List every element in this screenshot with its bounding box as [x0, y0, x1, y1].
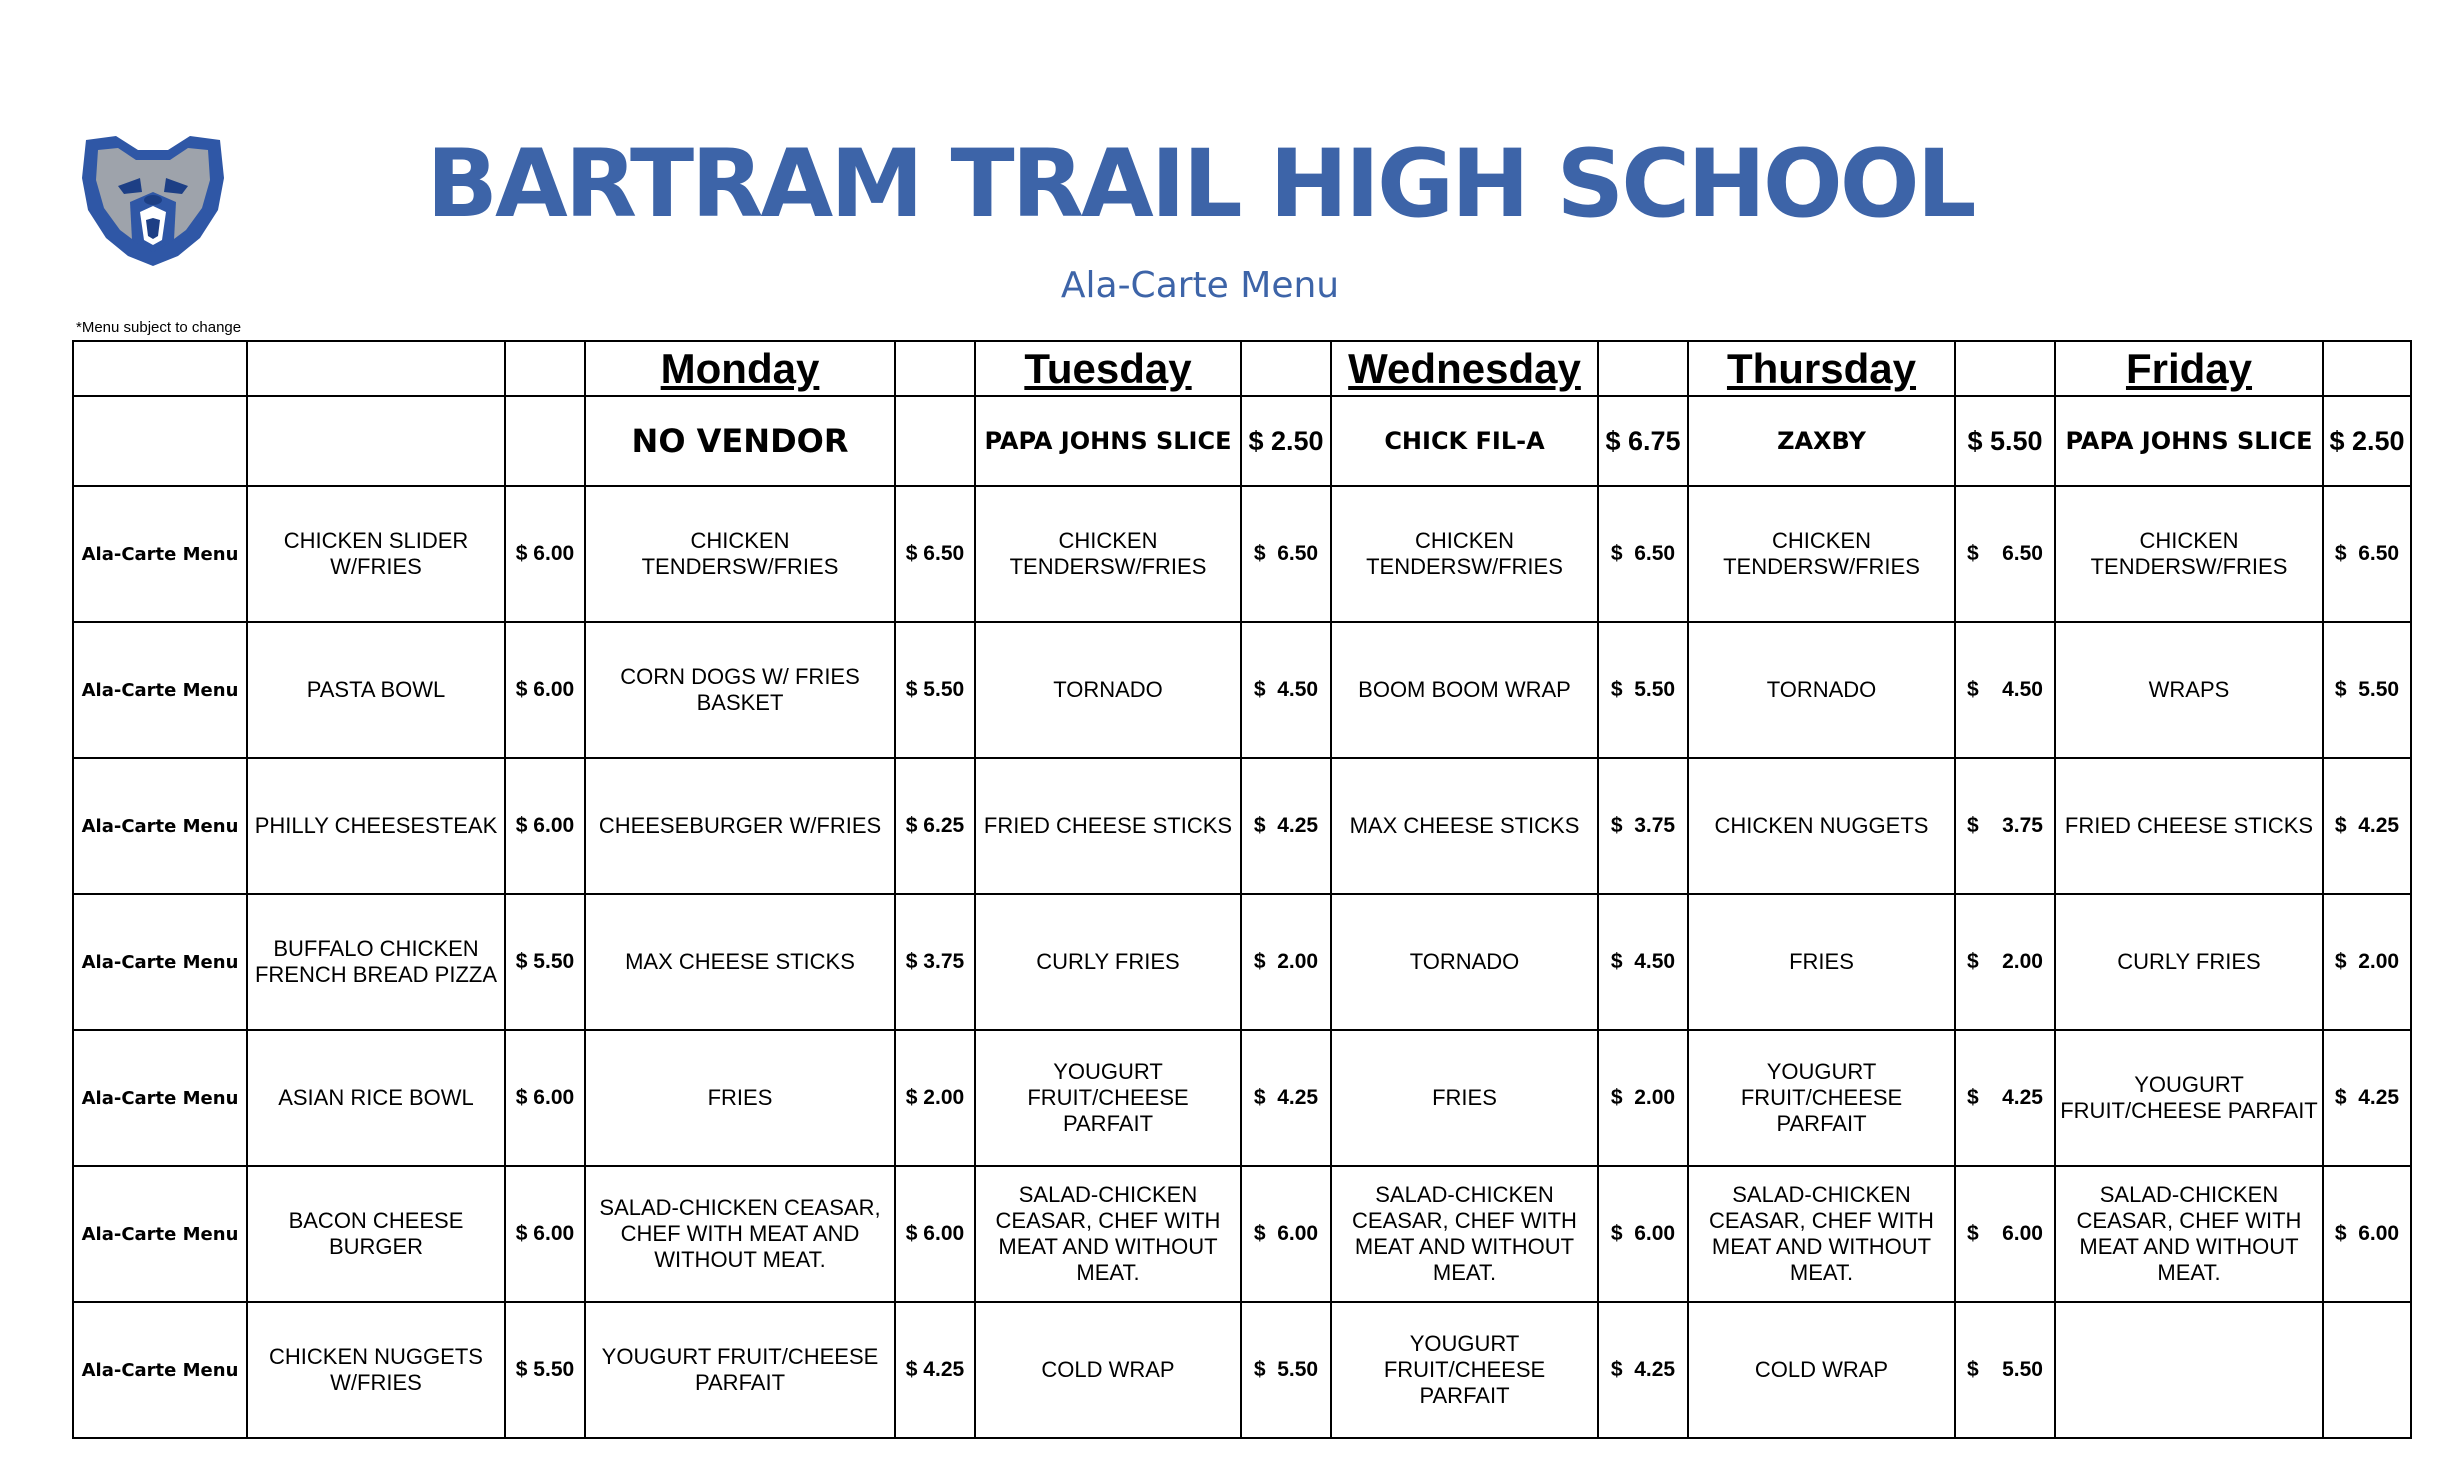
menu-price: $ 4.25	[895, 1302, 975, 1438]
menu-price: $ 6.00	[2323, 1166, 2411, 1302]
row-label: Ala-Carte Menu	[73, 894, 247, 1030]
menu-price: $ 4.50	[1598, 894, 1688, 1030]
row-label: Ala-Carte Menu	[73, 1030, 247, 1166]
special-item: CHICKEN NUGGETS W/FRIES	[247, 1302, 505, 1438]
menu-item: YOUGURT FRUIT/CHEESE PARFAIT	[585, 1302, 895, 1438]
special-item: ASIAN RICE BOWL	[247, 1030, 505, 1166]
menu-item: BOOM BOOM WRAP	[1331, 622, 1598, 758]
menu-item: CORN DOGS W/ FRIES BASKET	[585, 622, 895, 758]
menu-price: $ 4.25	[2323, 758, 2411, 894]
menu-price: $ 6.50	[1955, 486, 2055, 622]
menu-change-note: *Menu subject to change	[76, 319, 242, 336]
day-label: Thursday	[1726, 345, 1917, 392]
menu-item: YOUGURT FRUIT/CHEESE PARFAIT	[1331, 1302, 1598, 1438]
vendor-price: $ 6.75	[1598, 396, 1688, 486]
empty-cell	[1241, 341, 1331, 396]
day-label: Monday	[660, 345, 820, 392]
menu-item: CHICKEN TENDERSW/FRIES	[975, 486, 1241, 622]
vendor-name: PAPA JOHNS SLICE	[2055, 396, 2323, 486]
menu-item: CHEESEBURGER W/FRIES	[585, 758, 895, 894]
menu-price: $ 5.50	[1955, 1302, 2055, 1438]
special-item: PASTA BOWL	[247, 622, 505, 758]
row-label: Ala-Carte Menu	[73, 486, 247, 622]
row-label: Ala-Carte Menu	[73, 622, 247, 758]
menu-item: SALAD-CHICKEN CEASAR, CHEF WITH MEAT AND WITHOUT MEAT.	[585, 1166, 895, 1302]
menu-item: CHICKEN TENDERSW/FRIES	[1331, 486, 1598, 622]
menu-item: WRAPS	[2055, 622, 2323, 758]
menu-price: $ 6.00	[1241, 1166, 1331, 1302]
special-item: CHICKEN SLIDER W/FRIES	[247, 486, 505, 622]
menu-table	[72, 340, 2412, 1439]
empty-cell	[1955, 341, 2055, 396]
special-price: $ 6.00	[505, 486, 585, 622]
menu-price: $ 6.50	[895, 486, 975, 622]
menu-price: $ 2.00	[2323, 894, 2411, 1030]
special-price: $ 6.00	[505, 1030, 585, 1166]
vendor-price	[895, 396, 975, 486]
vendor-name: NO VENDOR	[585, 396, 895, 486]
menu-item: CHICKEN NUGGETS	[1688, 758, 1955, 894]
vendor-price: $ 5.50	[1955, 396, 2055, 486]
day-header-row	[73, 341, 2411, 396]
menu-price: $ 6.50	[1598, 486, 1688, 622]
menu-item: SALAD-CHICKEN CEASAR, CHEF WITH MEAT AND WITHOUT MEAT.	[2055, 1166, 2323, 1302]
row-label: Ala-Carte Menu	[73, 1166, 247, 1302]
day-header-wednesday	[1331, 341, 1598, 396]
menu-price: $ 3.75	[1598, 758, 1688, 894]
menu-item: COLD WRAP	[975, 1302, 1241, 1438]
menu-item: SALAD-CHICKEN CEASAR, CHEF WITH MEAT AND WITHOUT MEAT.	[1688, 1166, 1955, 1302]
day-header-friday	[2055, 341, 2323, 396]
menu-price: $ 2.00	[1955, 894, 2055, 1030]
empty-cell	[73, 341, 247, 396]
empty-cell	[505, 396, 585, 486]
menu-item: SALAD-CHICKEN CEASAR, CHEF WITH MEAT AND WITHOUT MEAT.	[975, 1166, 1241, 1302]
day-label: Friday	[2125, 345, 2253, 392]
menu-item: TORNADO	[975, 622, 1241, 758]
menu-row	[73, 758, 2411, 894]
menu-item: SALAD-CHICKEN CEASAR, CHEF WITH MEAT AND WITHOUT MEAT.	[1331, 1166, 1598, 1302]
special-price: $ 6.00	[505, 1166, 585, 1302]
menu-item: FRIES	[1331, 1030, 1598, 1166]
menu-price: $ 6.25	[895, 758, 975, 894]
menu-item: CHICKEN TENDERSW/FRIES	[585, 486, 895, 622]
special-price: $ 6.00	[505, 758, 585, 894]
menu-item: FRIED CHEESE STICKS	[975, 758, 1241, 894]
menu-row	[73, 1166, 2411, 1302]
menu-item: COLD WRAP	[1688, 1302, 1955, 1438]
menu-item	[2055, 1302, 2323, 1438]
vendor-name: ZAXBY	[1688, 396, 1955, 486]
menu-item: TORNADO	[1688, 622, 1955, 758]
menu-price: $ 2.00	[1598, 1030, 1688, 1166]
menu-item: CURLY FRIES	[2055, 894, 2323, 1030]
empty-cell	[505, 341, 585, 396]
menu-price: $ 2.00	[895, 1030, 975, 1166]
menu-price: $ 5.50	[1241, 1302, 1331, 1438]
special-item: BACON CHEESE BURGER	[247, 1166, 505, 1302]
special-price: $ 5.50	[505, 1302, 585, 1438]
menu-price: $ 4.50	[1241, 622, 1331, 758]
row-label: Ala-Carte Menu	[73, 1302, 247, 1438]
empty-cell	[247, 341, 505, 396]
menu-item: FRIES	[1688, 894, 1955, 1030]
menu-row	[73, 894, 2411, 1030]
day-label: Tuesday	[1024, 345, 1192, 392]
menu-price: $ 6.50	[1241, 486, 1331, 622]
vendor-name: CHICK FIL-A	[1331, 396, 1598, 486]
day-label: Wednesday	[1348, 345, 1581, 392]
menu-subtitle: Ala-Carte Menu	[1060, 265, 1340, 306]
menu-price: $ 4.25	[1955, 1030, 2055, 1166]
menu-price: $ 3.75	[1955, 758, 2055, 894]
special-item: BUFFALO CHICKEN FRENCH BREAD PIZZA	[247, 894, 505, 1030]
menu-item: MAX CHEESE STICKS	[585, 894, 895, 1030]
menu-price: $ 6.00	[1598, 1166, 1688, 1302]
row-label: Ala-Carte Menu	[73, 758, 247, 894]
vendor-name: PAPA JOHNS SLICE	[975, 396, 1241, 486]
empty-cell	[1598, 341, 1688, 396]
special-price: $ 5.50	[505, 894, 585, 1030]
menu-item: CHICKEN TENDERSW/FRIES	[1688, 486, 1955, 622]
menu-price: $ 6.00	[895, 1166, 975, 1302]
menu-price	[2323, 1302, 2411, 1438]
page-title: BARTRAM TRAIL HIGH SCHOOL	[426, 130, 1974, 239]
special-item: PHILLY CHEESESTEAK	[247, 758, 505, 894]
menu-item: YOUGURT FRUIT/CHEESE PARFAIT	[975, 1030, 1241, 1166]
day-header-thursday	[1688, 341, 1955, 396]
menu-item: FRIED CHEESE STICKS	[2055, 758, 2323, 894]
special-price: $ 6.00	[505, 622, 585, 758]
day-header-tuesday	[975, 341, 1241, 396]
menu-price: $ 4.25	[2323, 1030, 2411, 1166]
menu-item: MAX CHEESE STICKS	[1331, 758, 1598, 894]
menu-price: $ 2.00	[1241, 894, 1331, 1030]
empty-cell	[247, 396, 505, 486]
empty-cell	[2323, 341, 2411, 396]
empty-cell	[73, 396, 247, 486]
menu-price: $ 4.50	[1955, 622, 2055, 758]
vendor-price: $ 2.50	[2323, 396, 2411, 486]
menu-price: $ 4.25	[1598, 1302, 1688, 1438]
menu-price: $ 6.50	[2323, 486, 2411, 622]
menu-item: CHICKEN TENDERSW/FRIES	[2055, 486, 2323, 622]
menu-row	[73, 622, 2411, 758]
menu-item: FRIES	[585, 1030, 895, 1166]
menu-row	[73, 1302, 2411, 1438]
menu-item: CURLY FRIES	[975, 894, 1241, 1030]
menu-item: YOUGURT FRUIT/CHEESE PARFAIT	[1688, 1030, 1955, 1166]
menu-row	[73, 486, 2411, 622]
menu-price: $ 4.25	[1241, 1030, 1331, 1166]
vendor-price: $ 2.50	[1241, 396, 1331, 486]
menu-item: YOUGURT FRUIT/CHEESE PARFAIT	[2055, 1030, 2323, 1166]
empty-cell	[895, 341, 975, 396]
vendor-row	[73, 396, 2411, 486]
menu-row	[73, 1030, 2411, 1166]
day-header-monday	[585, 341, 895, 396]
menu-price: $ 3.75	[895, 894, 975, 1030]
menu-item: TORNADO	[1331, 894, 1598, 1030]
menu-price: $ 5.50	[2323, 622, 2411, 758]
menu-price: $ 6.00	[1955, 1166, 2055, 1302]
menu-price: $ 5.50	[895, 622, 975, 758]
menu-price: $ 4.25	[1241, 758, 1331, 894]
menu-price: $ 5.50	[1598, 622, 1688, 758]
